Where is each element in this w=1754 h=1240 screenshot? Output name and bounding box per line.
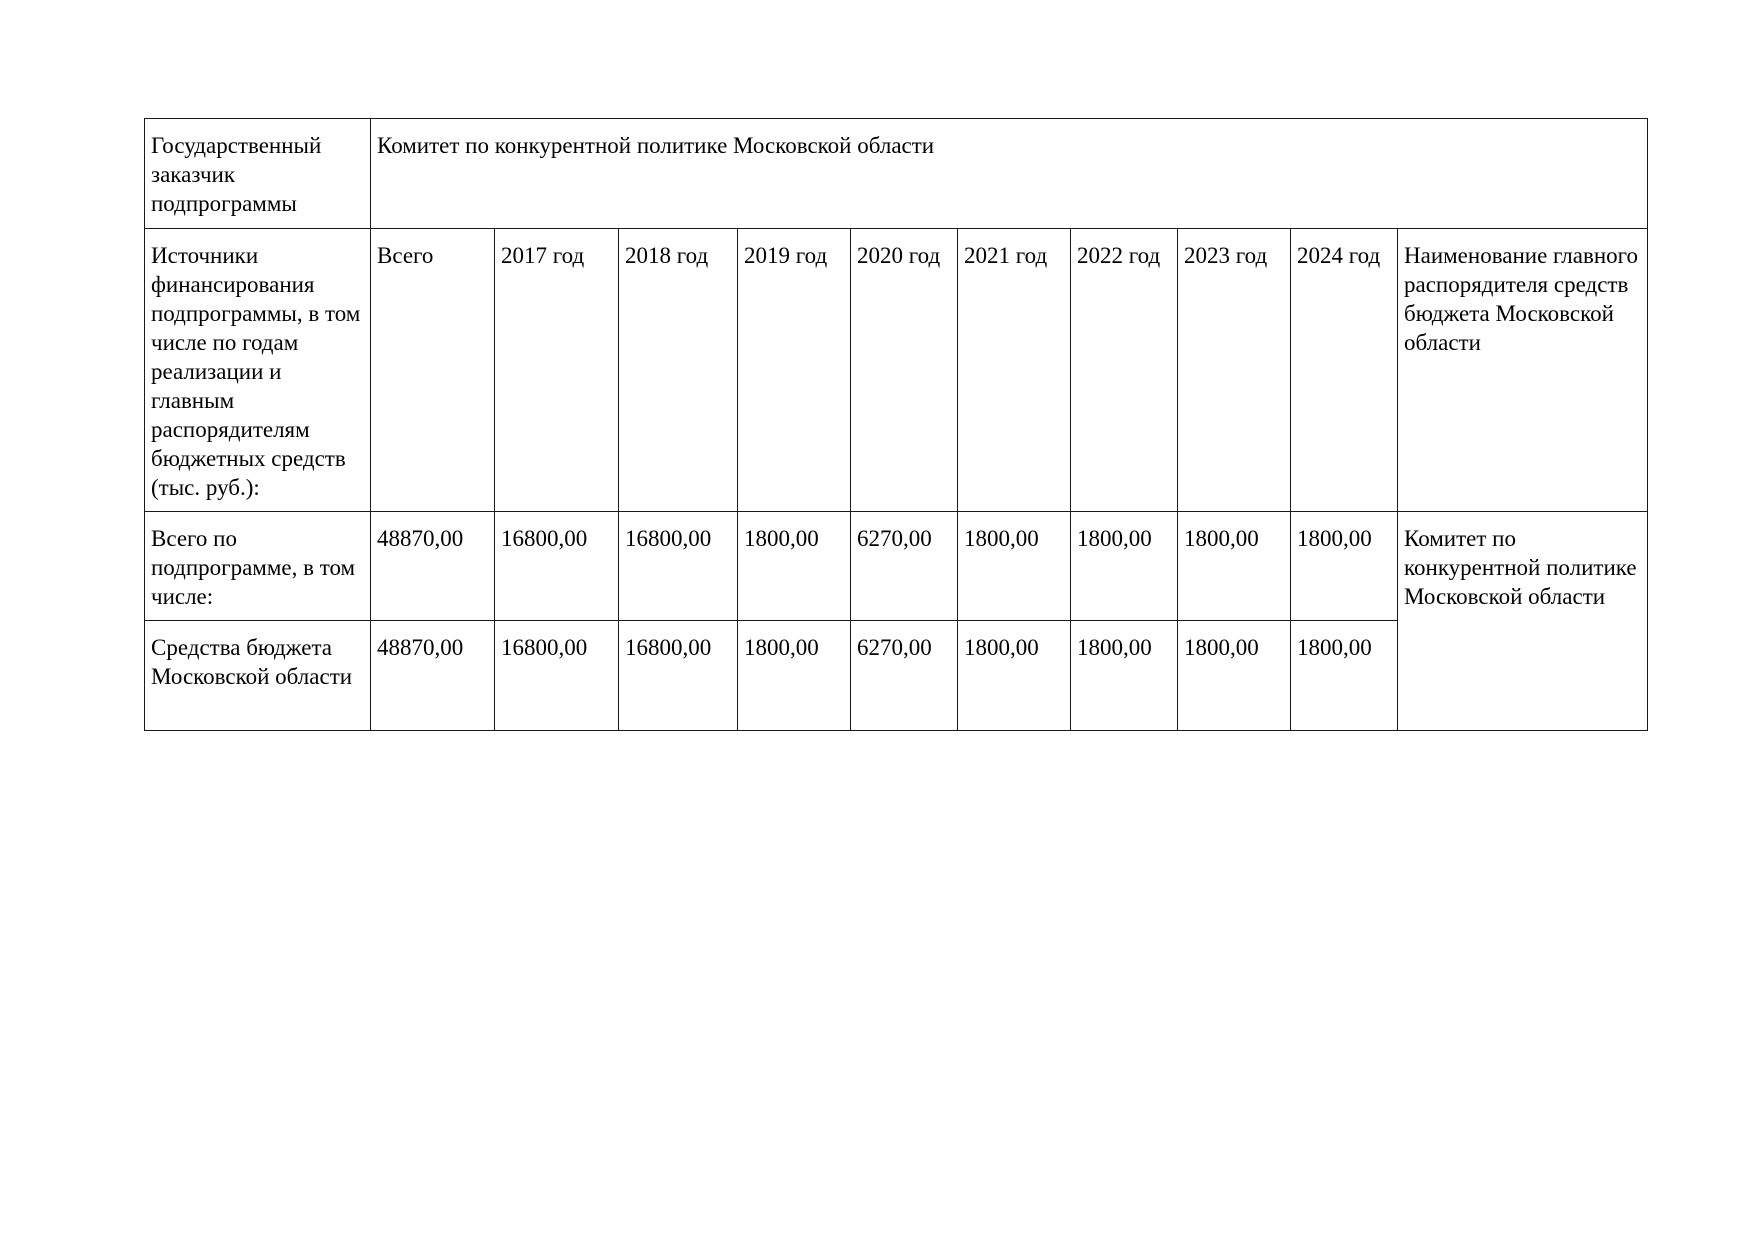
manager-column-header: Наименование главного распорядителя средств бюджета Московской области (1398, 229, 1648, 512)
cell-budget-2018: 16800,00 (619, 621, 738, 731)
header-row (145, 229, 1648, 512)
cell-budget-2023: 1800,00 (1178, 621, 1291, 731)
cell-total-all: 48870,00 (371, 512, 495, 621)
cell-total-2023: 1800,00 (1178, 512, 1291, 621)
column-header-2017: 2017 год (495, 229, 619, 512)
cell-total-2024: 1800,00 (1291, 512, 1398, 621)
customer-label: Государственный заказчик подпрограммы (145, 119, 371, 229)
column-header-total: Всего (371, 229, 495, 512)
cell-total-2017: 16800,00 (495, 512, 619, 621)
cell-total-2020: 6270,00 (851, 512, 958, 621)
cell-budget-2024: 1800,00 (1291, 621, 1398, 731)
cell-budget-2017: 16800,00 (495, 621, 619, 731)
cell-total-2021: 1800,00 (958, 512, 1071, 621)
table-row-total (145, 512, 1648, 621)
row-label-regional-budget: Средства бюджета Московской области (145, 621, 371, 731)
cell-budget-2022: 1800,00 (1071, 621, 1178, 731)
cell-total-2018: 16800,00 (619, 512, 738, 621)
subprogram-finance-table (144, 118, 1648, 731)
column-header-2023: 2023 год (1178, 229, 1291, 512)
row-label-total: Всего по подпрограмме, в том числе: (145, 512, 371, 621)
column-header-2021: 2021 год (958, 229, 1071, 512)
cell-budget-2019: 1800,00 (738, 621, 851, 731)
manager-name-cell: Комитет по конкурентной политике Московской области (1398, 512, 1648, 731)
column-header-2020: 2020 год (851, 229, 958, 512)
cell-total-2019: 1800,00 (738, 512, 851, 621)
column-header-2018: 2018 год (619, 229, 738, 512)
column-header-2024: 2024 год (1291, 229, 1398, 512)
cell-budget-all: 48870,00 (371, 621, 495, 731)
column-header-2019: 2019 год (738, 229, 851, 512)
cell-budget-2021: 1800,00 (958, 621, 1071, 731)
column-header-2022: 2022 год (1071, 229, 1178, 512)
cell-budget-2020: 6270,00 (851, 621, 958, 731)
funding-sources-label: Источники финансирования подпрограммы, в том числе по годам реализации и главным распорядителям бюджетных средств (тыс. руб.): (145, 229, 371, 512)
customer-row (145, 119, 1648, 229)
customer-value: Комитет по конкурентной политике Московской области (371, 119, 1648, 229)
cell-total-2022: 1800,00 (1071, 512, 1178, 621)
